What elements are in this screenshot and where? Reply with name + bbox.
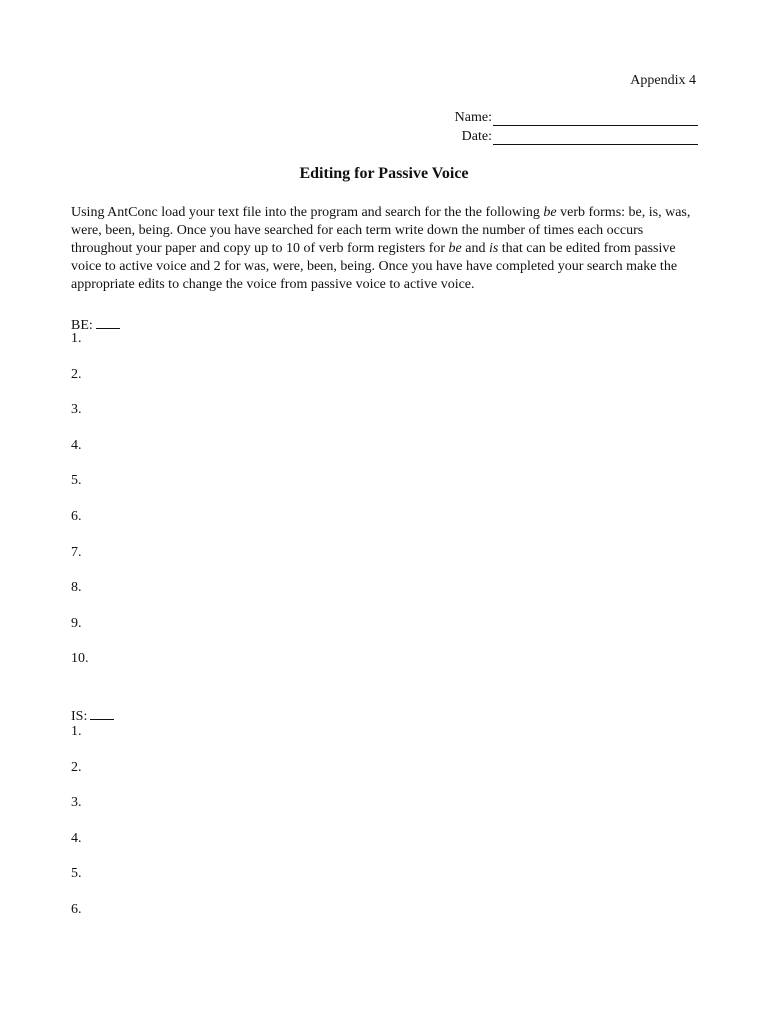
list-item: 1. <box>71 724 82 739</box>
date-field-row <box>462 129 698 145</box>
list-item: 3. <box>71 795 82 811</box>
list-item: 4. <box>71 830 82 846</box>
appendix-label: Appendix 4 <box>630 73 696 88</box>
is-count-blank[interactable] <box>90 706 114 720</box>
page-title: Editing for Passive Voice <box>299 165 469 182</box>
list-item: 4. <box>71 437 82 453</box>
list-item: 5. <box>71 473 82 489</box>
list-item: 1. <box>71 331 82 346</box>
list-item: 8. <box>71 580 82 596</box>
be-count-blank[interactable] <box>96 315 120 329</box>
list-item: 5. <box>71 866 82 882</box>
list-item: 7. <box>71 544 82 560</box>
name-field-row <box>455 110 698 126</box>
instructions-text-3: and <box>461 241 489 256</box>
date-blank-line[interactable] <box>493 129 698 145</box>
instructions-italic-be-2: be <box>448 241 462 256</box>
is-section-label: IS: <box>71 709 88 724</box>
date-label: Date: <box>461 129 492 144</box>
be-section-label: BE: <box>71 318 93 333</box>
list-item: 2. <box>71 366 82 382</box>
list-item: 2. <box>71 759 82 775</box>
list-item: 3. <box>71 402 82 418</box>
instructions-text-4: that can be edited from passive voice to active voice and 2 for was, were, been, being. Once you have have completed your search make the appropriate edits to change the voice from passive voice to active voice. <box>71 241 678 292</box>
name-label: Name: <box>454 110 492 125</box>
list-item: 6. <box>71 509 82 524</box>
instructions-text-2: verb forms: be, is, was, were, been, being. Once you have searched for each term write down the number of times each occurs throughout your paper and copy up to 10 of verb form registers for <box>71 205 691 256</box>
instructions-italic-be: be <box>543 205 557 220</box>
name-blank-line[interactable] <box>493 110 698 126</box>
list-item: 9. <box>71 615 82 631</box>
instructions-paragraph <box>71 204 701 294</box>
list-item: 10. <box>71 651 89 667</box>
list-item: 6. <box>71 902 82 917</box>
is-section-heading <box>71 706 114 725</box>
instructions-text-1: Using AntConc load your text file into the program and search for the the following <box>71 205 544 220</box>
instructions-italic-is: is <box>488 241 499 256</box>
